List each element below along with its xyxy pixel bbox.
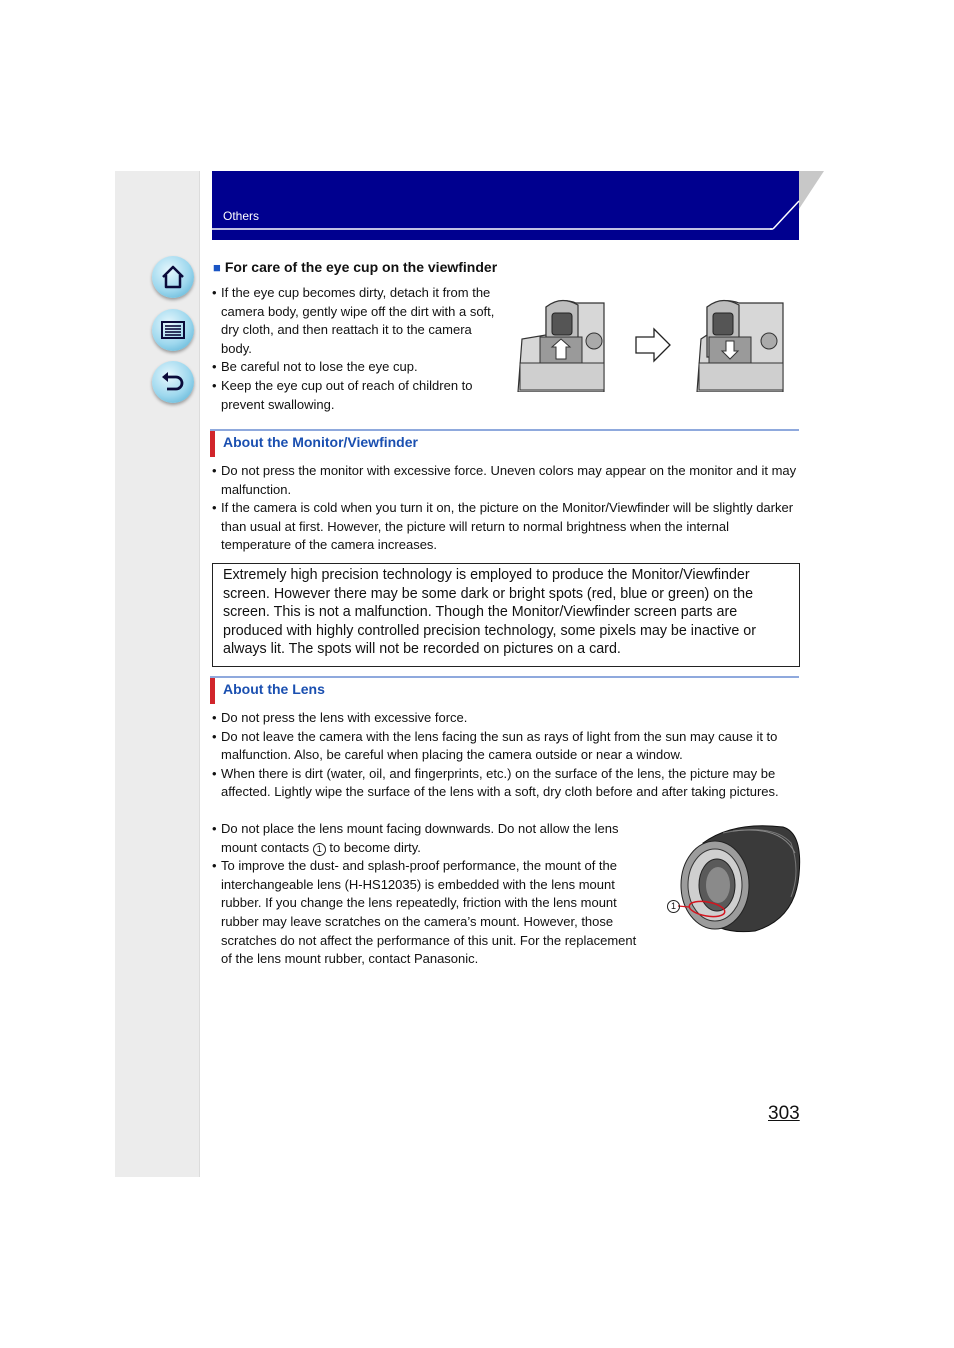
section-heading-monitor — [210, 429, 799, 457]
arrow-right-icon — [634, 327, 672, 363]
list-item: • Be careful not to lose the eye cup. — [212, 358, 497, 377]
list-item — [212, 820, 650, 857]
section-heading-text: About the Monitor/Viewfinder — [223, 434, 418, 450]
back-button[interactable] — [152, 361, 194, 403]
list-item: • Do not press the lens with excessive force. — [212, 709, 800, 728]
eyecup-heading — [213, 259, 497, 275]
page-number: 303 — [768, 1103, 800, 1124]
list-item: • Do not leave the camera with the lens facing the sun as rays of light from the sun may cause it to malfunction. Also, be careful when placing the camera outside or near a window. — [212, 728, 800, 765]
list-item: • If the eye cup becomes dirty, detach it from the camera body, gently wipe off the dirt with a soft, dry cloth, and then reattach it to the camera body. — [212, 284, 497, 358]
header-section-title: Others — [223, 209, 260, 223]
menu-button[interactable] — [152, 309, 194, 351]
section-accent-bar — [210, 678, 215, 704]
list-item: • If the camera is cold when you turn it on, the picture on the Monitor/Viewfinder will be slightly darker than usual at first. However, the picture will return to normal brightness when the internal temperature of the camera increases. — [212, 499, 800, 555]
lens-mount-bullet-list — [212, 820, 650, 969]
eyecup-heading-text: For care of the eye cup on the viewfinder — [224, 259, 498, 275]
lens-callout-marker: 1 — [667, 900, 680, 913]
callout-marker: 1 — [313, 843, 326, 856]
precision-notice-box: Extremely high precision technology is employed to produce the Monitor/Viewfinder screen. However there may be some dark or bright spots (red, blue or green) on the screen. This is not a malfunction. Though the Monitor/Viewfinder screen parts are produced with highly controlled precision technology, some pixels may be inactive or always lit. The spots will not be recorded on pictures on a card. — [212, 563, 800, 667]
mount-text-before: Do not place the lens mount facing downwards. Do not allow the lens mount contacts — [221, 821, 619, 855]
lens-illustration — [663, 823, 803, 935]
section-heading-text: About the Lens — [223, 681, 325, 697]
monitor-bullet-list — [212, 462, 800, 555]
eyecup-detach-illustration — [516, 297, 606, 392]
back-arrow-icon — [159, 368, 187, 396]
list-item: • When there is dirt (water, oil, and fingerprints, etc.) on the surface of the lens, the picture may be affected. Lightly wipe the surface of the lens with a soft, dry cloth before and after taking pictures. — [212, 765, 800, 802]
home-button[interactable] — [152, 256, 194, 298]
square-bullet-icon: ■ — [213, 260, 221, 275]
home-icon — [159, 263, 187, 291]
section-accent-bar — [210, 431, 215, 457]
mount-text-after: to become dirty. — [325, 839, 421, 855]
header-rule — [212, 228, 772, 230]
menu-list-icon — [159, 316, 187, 344]
list-item: • Do not press the monitor with excessive force. Uneven colors may appear on the monitor and it may malfunction. — [212, 462, 800, 499]
list-item: • Keep the eye cup out of reach of children to prevent swallowing. — [212, 377, 497, 414]
list-item: • To improve the dust- and splash-proof performance, the mount of the interchangeable lens (H-HS12035) is embedded with the lens mount rubber. If you change the lens repeatedly, friction with the lens mount rubber may leave scratches on the camera’s mount. However, those scratches do not affect the performance of this unit. For the replacement of the lens mount rubber, contact Panasonic. — [212, 857, 650, 969]
section-heading-lens — [210, 676, 799, 704]
eyecup-attach-illustration — [695, 297, 785, 392]
eyecup-bullet-list — [212, 284, 497, 414]
lens-bullet-list — [212, 709, 800, 802]
header-corner-decoration — [770, 171, 826, 241]
